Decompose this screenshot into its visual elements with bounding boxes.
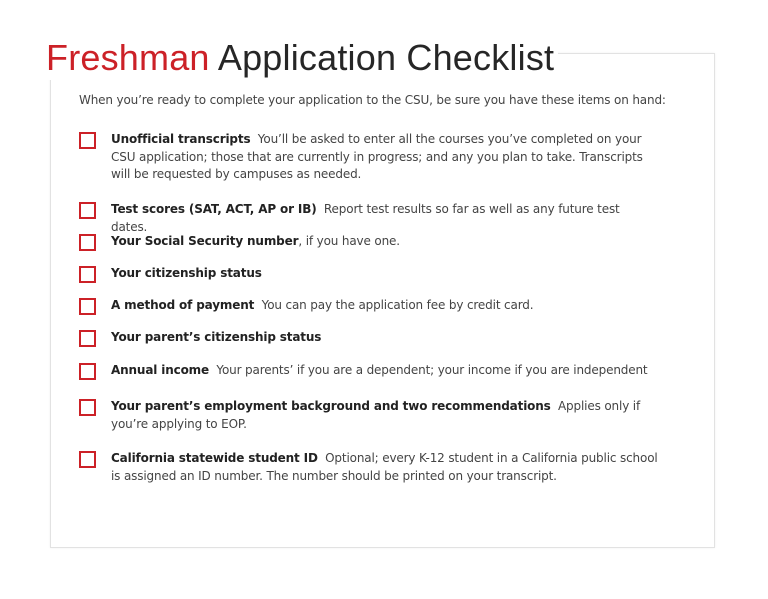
item-detail: You’ll be asked to enter all the courses you’ve completed on your CSU application; those that are currently in progress; and any you plan to take. Transcripts will be requested by campuses as needed. bbox=[111, 132, 643, 181]
checkbox[interactable] bbox=[79, 363, 96, 380]
item-detail: You can pay the application fee by credit card. bbox=[261, 298, 534, 312]
item-label: Annual income bbox=[111, 363, 210, 377]
intro-text: When you’re ready to complete your application to the CSU, be sure you have these items on hand: bbox=[79, 93, 666, 107]
checkbox[interactable] bbox=[79, 451, 96, 468]
item-detail: , if you have one. bbox=[298, 234, 400, 248]
title-rest: Application Checklist bbox=[217, 37, 555, 78]
checkbox[interactable] bbox=[79, 234, 96, 251]
item-label: Your parent’s citizenship status bbox=[111, 330, 322, 344]
item-label: Unofficial transcripts bbox=[111, 132, 251, 146]
item-label: Your citizenship status bbox=[111, 266, 262, 280]
checklist-item-text bbox=[111, 297, 659, 315]
item-label: Test scores (SAT, ACT, AP or IB) bbox=[111, 202, 317, 216]
checklist-item-text bbox=[111, 265, 659, 283]
checkbox[interactable] bbox=[79, 132, 96, 149]
checkbox[interactable] bbox=[79, 298, 96, 315]
item-detail: Applies only if you’re applying to EOP. bbox=[111, 399, 641, 431]
checklist-item-text bbox=[111, 329, 659, 347]
item-label: California statewide student ID bbox=[111, 451, 318, 465]
item-label: A method of payment bbox=[111, 298, 255, 312]
checklist-item-text bbox=[111, 398, 659, 433]
item-label: Your Social Security number bbox=[111, 234, 299, 248]
checklist-item-text bbox=[111, 450, 659, 485]
item-detail: Report test results so far as well as any future test dates. bbox=[111, 202, 620, 234]
checkbox[interactable] bbox=[79, 202, 96, 219]
checklist-item-text bbox=[111, 233, 659, 251]
checkbox[interactable] bbox=[79, 330, 96, 347]
item-detail: Optional; every K-12 student in a California public school is assigned an ID number. The number should be printed on your transcript. bbox=[111, 451, 658, 483]
checklist-item-text bbox=[111, 201, 659, 236]
checklist-item-text bbox=[111, 362, 659, 380]
checkbox[interactable] bbox=[79, 266, 96, 283]
item-label: Your parent’s employment background and two recommendations bbox=[111, 399, 551, 413]
title-accent: Freshman bbox=[46, 37, 210, 78]
checklist-item-text bbox=[111, 131, 659, 184]
page-title bbox=[46, 36, 558, 80]
checkbox[interactable] bbox=[79, 399, 96, 416]
item-detail: Your parents’ if you are a dependent; your income if you are independent bbox=[216, 363, 648, 377]
